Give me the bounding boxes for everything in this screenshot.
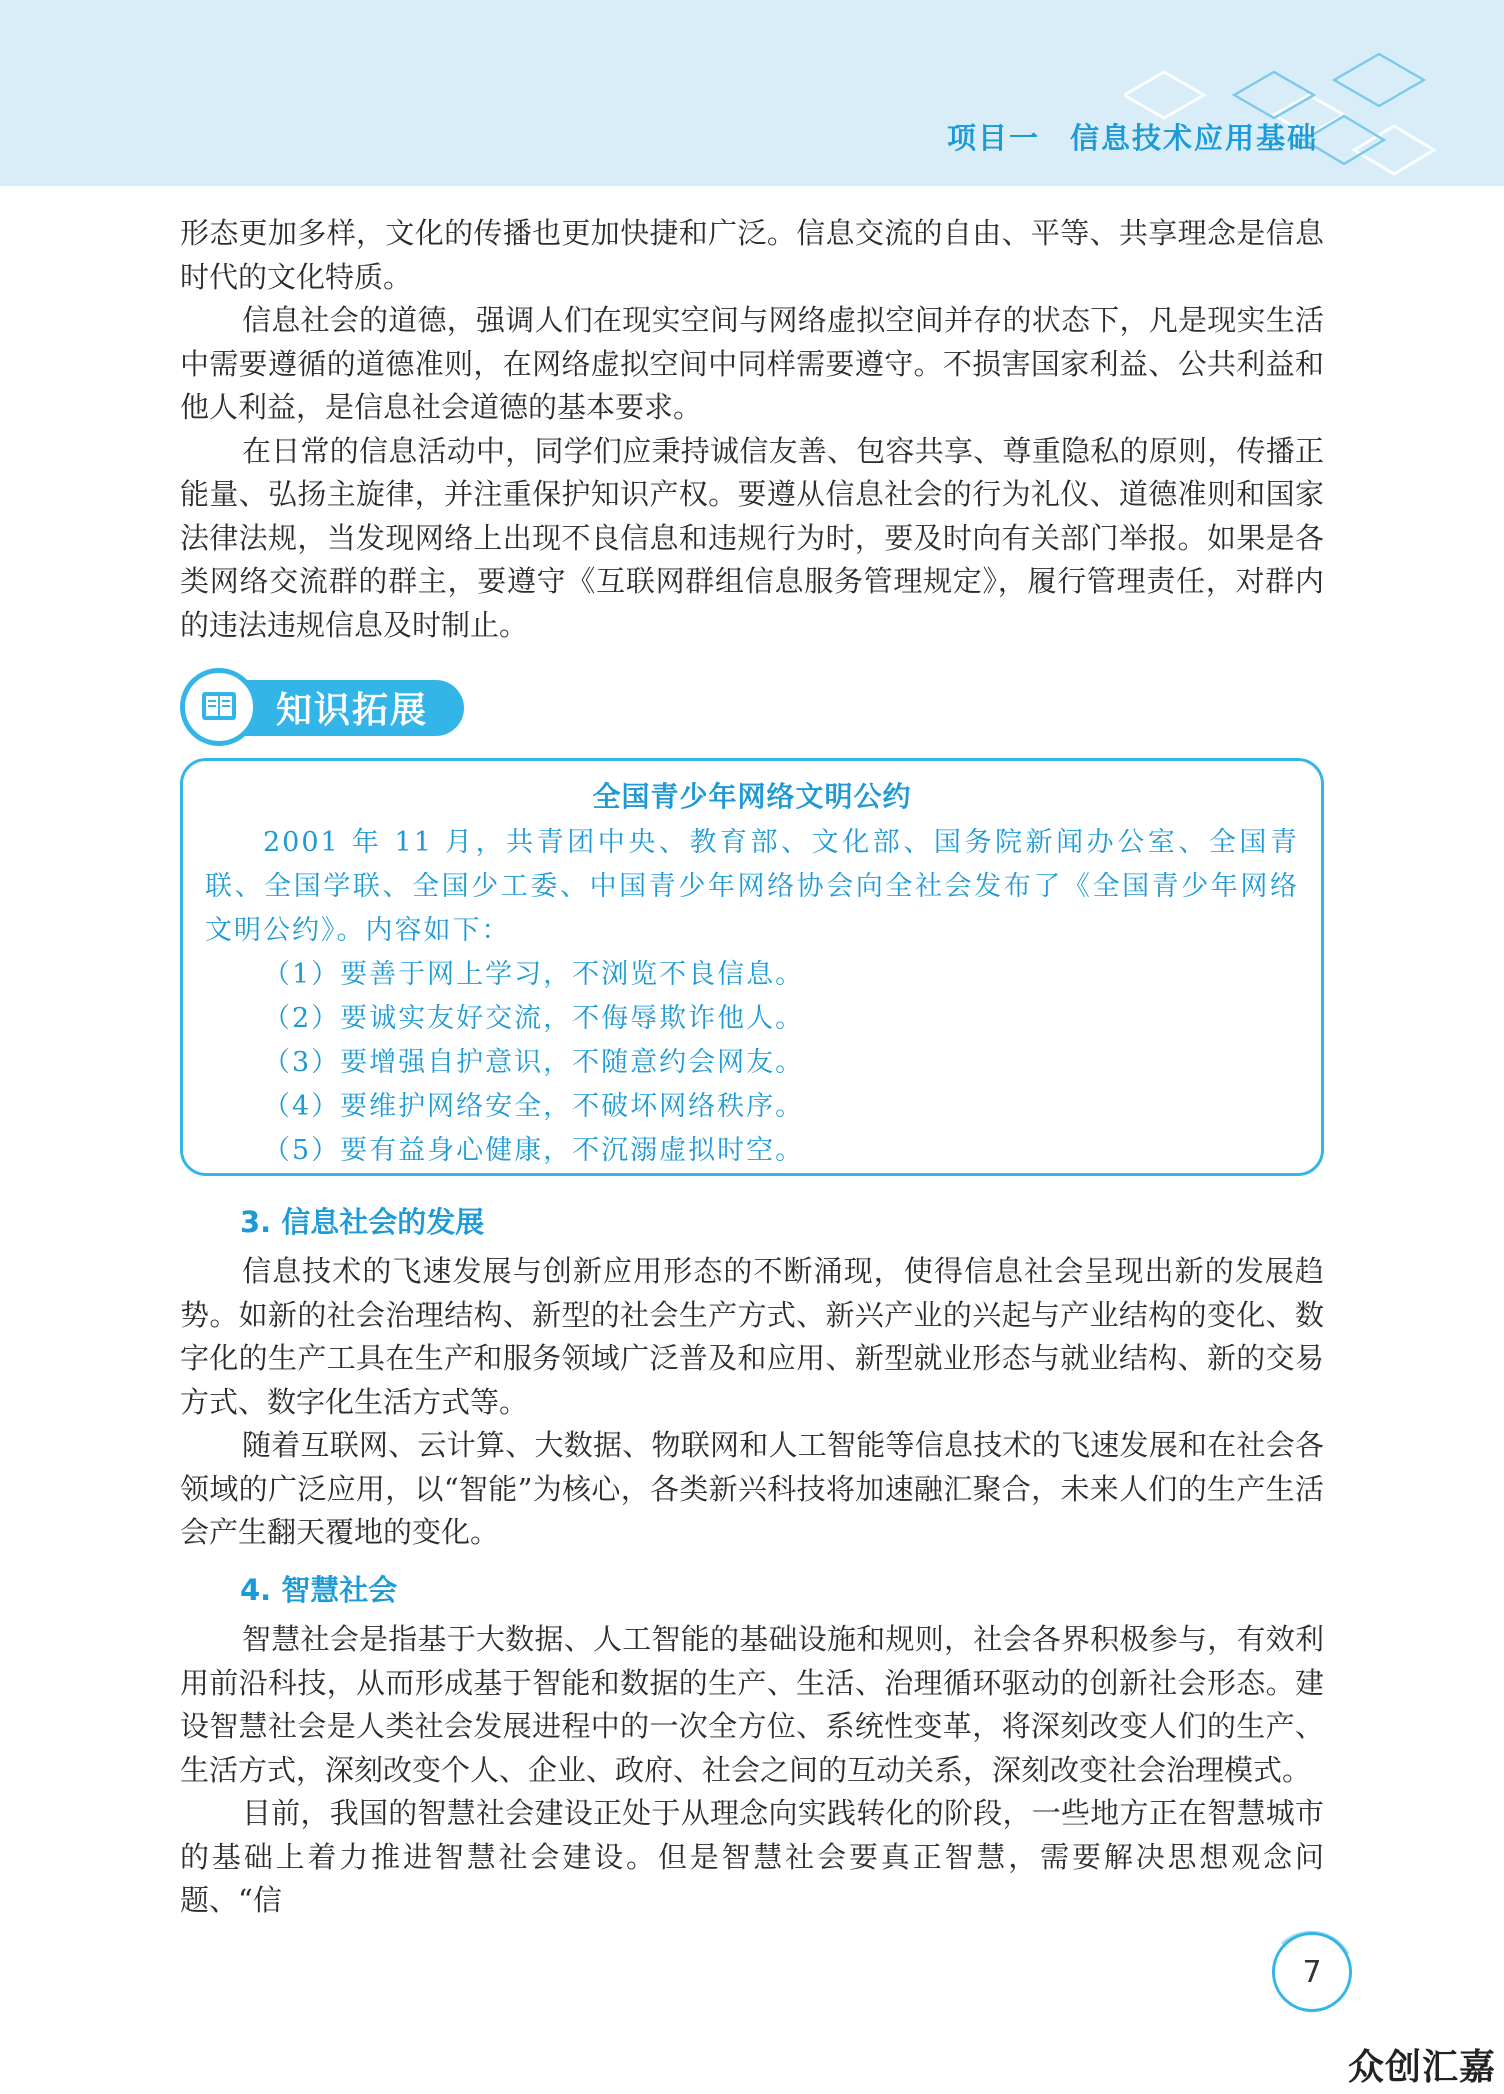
paragraph: 在日常的信息活动中，同学们应秉持诚信友善、包容共享、尊重隐私的原则，传播正能量、弘扬主旋律，并注重保护知识产权。要遵从信息社会的行为礼仪、道德准则和国家法律法规，当发现网络上出现不良信息和违规行为时，要及时向有关部门举报。如果是各类网络交流群的群主，要遵守《互联网群组信息服务管理规定》，履行管理责任，对群内的违法违规信息及时制止。 — [180, 433, 1324, 642]
intro-text — [180, 212, 1324, 647]
section3-text — [180, 1250, 1324, 1555]
section-heading: 3. 信息社会的发展 — [240, 1205, 485, 1239]
knowledge-box — [180, 758, 1324, 1176]
paragraph: 信息社会的道德，强调人们在现实空间与网络虚拟空间并存的状态下，凡是现实生活中需要遵循的道德准则，在网络虚拟空间中同样需要遵守。不损害国家利益、公共利益和他人利益，是信息社会道德的基本要求。 — [180, 303, 1324, 424]
section-heading: 4. 智慧社会 — [240, 1573, 398, 1607]
list-item: （2）要诚实友好交流，不侮辱欺诈他人。 — [263, 1003, 805, 1034]
book-icon — [198, 686, 240, 728]
knowledge-badge — [180, 668, 480, 750]
paragraph: 随着互联网、云计算、大数据、物联网和人工智能等信息技术的飞速发展和在社会各领域的广泛应用，以“智能”为核心，各类新兴科技将加速融汇聚合，未来人们的生产生活会产生翻天覆地的变化。 — [180, 1428, 1324, 1549]
badge-label: 知识拓展 — [276, 690, 429, 731]
watermark: 众创汇嘉 — [1347, 2047, 1496, 2088]
paragraph: 形态更加多样，文化的传播也更加快捷和广泛。信息交流的自由、平等、共享理念是信息时代的文化特质。 — [180, 216, 1324, 294]
paragraph: 智慧社会是指基于大数据、人工智能的基础设施和规则，社会各界积极参与，有效利用前沿科技，从而形成基于智能和数据的生产、生活、治理循环驱动的创新社会形态。建设智慧社会是人类社会发展进程中的一次全方位、系统性变革，将深刻改变人们的生产、生活方式，深刻改变个人、企业、政府、社会之间的互动关系，深刻改变社会治理模式。 — [180, 1622, 1324, 1787]
box-body — [205, 821, 1299, 1173]
list-item: （4）要维护网络安全，不破坏网络秩序。 — [263, 1091, 805, 1122]
header-decoration — [1124, 40, 1504, 190]
box-intro: 2001 年 11 月，共青团中央、教育部、文化部、国务院新闻办公室、全国青联、全国学联、全国少工委、中国青少年网络协会向全社会发布了《全国青少年网络文明公约》。内容如下： — [205, 827, 1299, 946]
chapter-title: 项目一 信息技术应用基础 — [946, 121, 1318, 155]
page-number: 7 — [1302, 1954, 1322, 1990]
box-title: 全国青少年网络文明公约 — [592, 780, 912, 813]
list-item: （1）要善于网上学习，不浏览不良信息。 — [263, 959, 805, 990]
list-item: （3）要增强自护意识，不随意约会网友。 — [263, 1047, 805, 1078]
list-item: （5）要有益身心健康，不沉溺虚拟时空。 — [263, 1135, 805, 1166]
page-number-badge — [1272, 1932, 1352, 2012]
section4-text — [180, 1618, 1324, 1923]
paragraph: 目前，我国的智慧社会建设正处于从理念向实践转化的阶段，一些地方正在智慧城市的基础上着力推进智慧社会建设。但是智慧社会要真正智慧，需要解决思想观念问题、“信 — [180, 1796, 1324, 1917]
paragraph: 信息技术的飞速发展与创新应用形态的不断涌现，使得信息社会呈现出新的发展趋势。如新的社会治理结构、新型的社会生产方式、新兴产业的兴起与产业结构的变化、数字化的生产工具在生产和服务领域广泛普及和应用、新型就业形态与就业结构、新的交易方式、数字化生活方式等。 — [180, 1254, 1324, 1419]
